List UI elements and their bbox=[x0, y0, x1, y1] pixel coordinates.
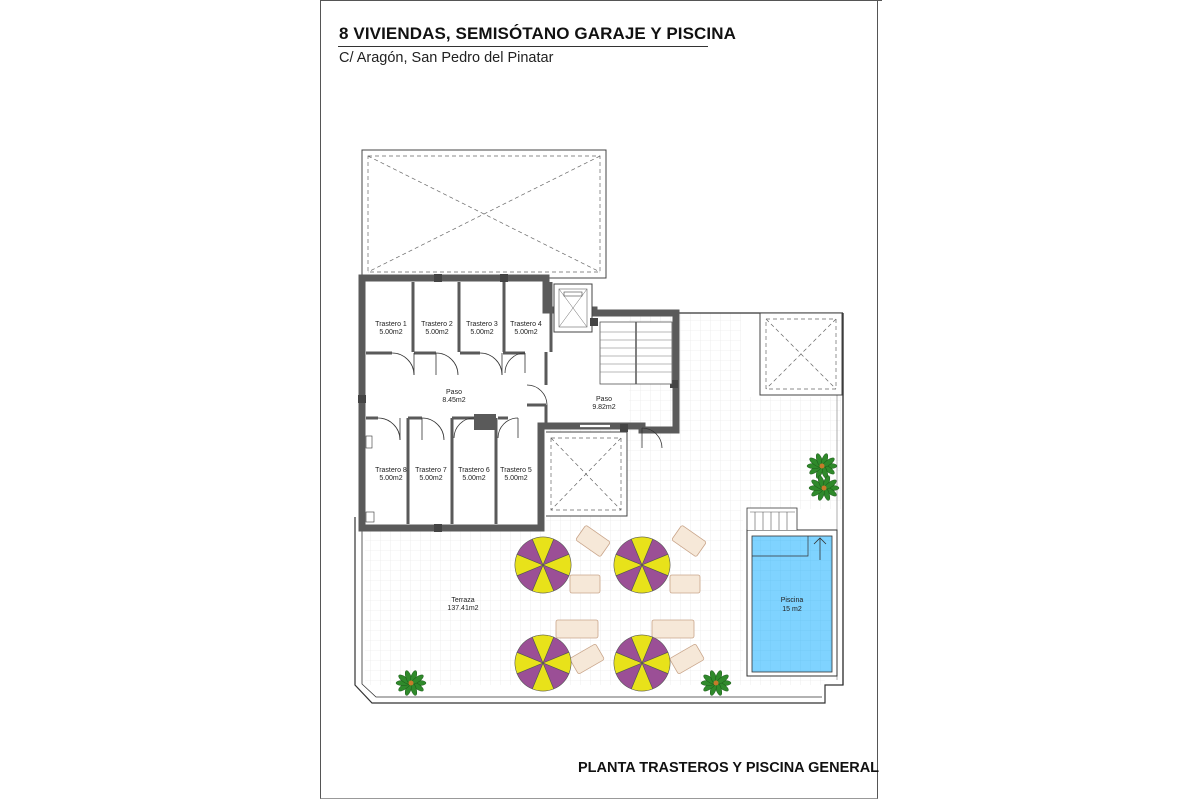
paso-2-label: Paso bbox=[596, 396, 612, 403]
project-title: 8 VIVIENDAS, SEMISÓTANO GARAJE Y PISCINA bbox=[339, 24, 736, 43]
void-top bbox=[362, 150, 606, 278]
terraza-label: Terraza bbox=[451, 597, 475, 604]
paso-1-label: Paso bbox=[446, 389, 462, 396]
piscina-label: Piscina bbox=[780, 597, 804, 604]
trastero-1-area: 5.00m2 bbox=[379, 329, 403, 336]
void-courtyard bbox=[545, 432, 627, 516]
umbrella-4 bbox=[614, 635, 670, 691]
trastero-6-label: Trastero 6 bbox=[458, 467, 490, 474]
trastero-7-area: 5.00m2 bbox=[419, 475, 443, 482]
trastero-4-area: 5.00m2 bbox=[514, 329, 538, 336]
umbrella-2 bbox=[614, 537, 670, 593]
trastero-8-area: 5.00m2 bbox=[379, 475, 403, 482]
trastero-7-label: Trastero 7 bbox=[415, 467, 447, 474]
trastero-2-label: Trastero 2 bbox=[421, 321, 453, 328]
terraza-area: 137.41m2 bbox=[447, 605, 479, 612]
trastero-4-label: Trastero 4 bbox=[510, 321, 542, 328]
project-address: C/ Aragón, San Pedro del Pinatar bbox=[339, 50, 554, 66]
plan-title: PLANTA TRASTEROS Y PISCINA GENERAL bbox=[578, 760, 880, 776]
paso-1-area: 8.45m2 bbox=[442, 397, 466, 404]
umbrella-3 bbox=[515, 635, 571, 691]
trastero-5-area: 5.00m2 bbox=[504, 475, 528, 482]
staircase bbox=[600, 322, 672, 384]
umbrella-1 bbox=[515, 537, 571, 593]
trastero-3-label: Trastero 3 bbox=[466, 321, 498, 328]
piscina-area: 15 m2 bbox=[782, 606, 802, 613]
paso-2-area: 9.82m2 bbox=[592, 404, 616, 411]
trastero-2-area: 5.00m2 bbox=[425, 329, 449, 336]
void-small-right bbox=[760, 313, 842, 395]
pool bbox=[747, 508, 837, 676]
trastero-5-label: Trastero 5 bbox=[500, 467, 532, 474]
trastero-8-label: Trastero 8 bbox=[375, 467, 407, 474]
trastero-3-area: 5.00m2 bbox=[470, 329, 494, 336]
trastero-6-area: 5.00m2 bbox=[462, 475, 486, 482]
elevator bbox=[554, 284, 598, 332]
trastero-1-label: Trastero 1 bbox=[375, 321, 407, 328]
